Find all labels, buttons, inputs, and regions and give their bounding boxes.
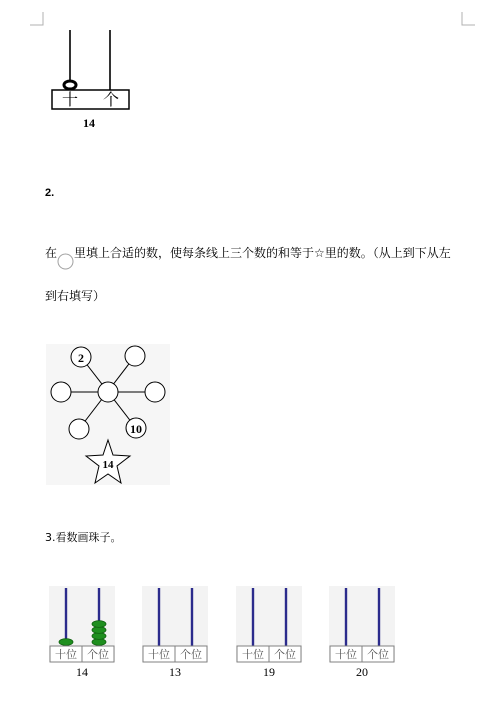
diagram-value-bottom-right: 10 xyxy=(130,422,142,436)
page-corner-mark-right xyxy=(461,12,475,26)
circle-bottom-left xyxy=(69,419,89,439)
q1-number-label: 14 xyxy=(83,116,95,130)
abacus-number-label: 19 xyxy=(263,665,275,679)
tens-place-label: 十位 xyxy=(335,649,357,661)
page-corner-mark-left xyxy=(30,12,44,26)
circle-top-right xyxy=(125,346,145,366)
tens-bead xyxy=(59,639,73,646)
ones-bead xyxy=(92,621,106,628)
diagram-star-value: 14 xyxy=(102,459,114,471)
q2-text-before: 在 xyxy=(45,246,58,260)
q2-number-diagram xyxy=(46,344,170,485)
abacus-number-label: 20 xyxy=(356,665,368,679)
q1-place-tens: 十 xyxy=(61,92,79,109)
tens-place-label: 十位 xyxy=(242,649,264,661)
abacus-number-label: 14 xyxy=(76,665,88,679)
circle-left xyxy=(51,382,71,402)
tens-place-label: 十位 xyxy=(55,649,77,661)
q3-abacus-3 xyxy=(236,586,304,680)
q1-tens-bead xyxy=(64,81,76,89)
ones-place-label: 个位 xyxy=(180,649,202,661)
q3-abacus-2 xyxy=(142,586,210,680)
empty-circle-icon xyxy=(57,253,74,270)
tens-place-label: 十位 xyxy=(148,649,170,661)
q2-text-line2: 到右填写） xyxy=(45,289,106,303)
circle-right xyxy=(145,382,165,402)
q1-place-ones: 个 xyxy=(102,92,120,109)
q3-abacus-4 xyxy=(329,586,397,680)
abacus-number-label: 13 xyxy=(169,665,181,679)
ones-place-label: 个位 xyxy=(367,649,389,661)
q2-number: 2. xyxy=(45,187,55,199)
ones-place-label: 个位 xyxy=(274,649,296,661)
circle-center xyxy=(98,382,118,402)
q2-text-after: 里填上合适的数，使每条线上三个数的和等于☆里的数。（从上到下从左 xyxy=(74,246,451,260)
q1-abacus xyxy=(48,28,138,133)
q3-abacus-1 xyxy=(49,586,117,680)
q3-title: 3.看数画珠子。 xyxy=(45,531,122,544)
ones-place-label: 个位 xyxy=(87,649,109,661)
diagram-value-top-left: 2 xyxy=(78,351,84,365)
